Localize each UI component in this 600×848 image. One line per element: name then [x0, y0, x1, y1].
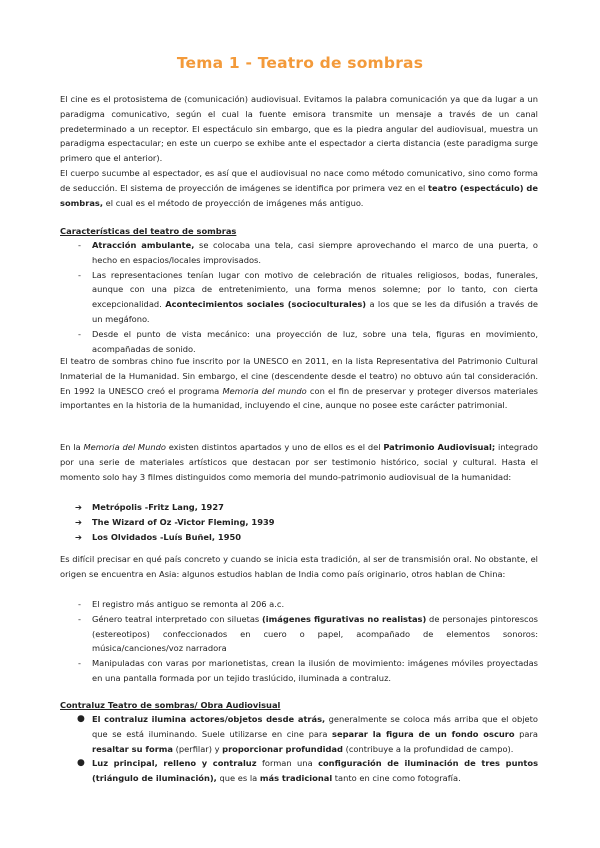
film-title: Los Olvidados -Luís Buñel, 1950: [92, 531, 242, 542]
list-item: [60, 712, 538, 756]
contraluz-heading: Contraluz Teatro de sombras/ Obra Audiovisual: [60, 700, 281, 710]
list-item-text: (contribuye a la profundidad de campo).: [342, 743, 514, 754]
list-item: [60, 656, 538, 686]
intro-text-1: El cine es el protosistema de (comunicación) audiovisual. Evitamos la palabra comunicación ya que da lugar a un paradigma comunicativo, según el cual la fuente emisora transmite un mensaje a través de un canal predeterminado a un receptor. El espectáculo sin embargo, que es la piedra angular del audiovisual, muestra un paradigma espectacular; en este un cuerpo se exhibe ante el espectador a cierta distancia (este paradigma surge primero que el anterior).: [60, 94, 538, 164]
bullet-icon: ●: [77, 758, 85, 769]
memoria-bold: Patrimonio Audiovisual;: [383, 442, 496, 452]
list-item-text: que es la: [216, 773, 260, 784]
intro-text-2a: El cuerpo sucumbe al espectador, es así que el audiovisual no nace como método comunicativo, sino como forma de seducción. El sistema de proyección de imágenes se identifica por primera vez en el: [60, 167, 538, 193]
film-item: [60, 500, 275, 515]
list-item-text: generalmente se coloca más arriba que el objeto que se está iluminando. Suele utilizarse en cine para: [92, 714, 538, 739]
characteristics-list: [60, 238, 538, 356]
list-item-text: forman una: [256, 758, 319, 769]
list-item: [60, 756, 538, 786]
list-item-bold: Acontecimientos sociales (socioculturales): [165, 299, 367, 310]
list-item-text: Género teatral interpretado con siluetas: [92, 613, 263, 624]
unesco-text: con el fin de preservar y proteger diversos materiales importantes en la historia de la humanidad, incluyendo el cine, aunque no posee este carácter patrimonial.: [60, 385, 538, 411]
film-title: Metrópolis -Fritz Lang, 1927: [92, 502, 224, 512]
arrow-icon: ➔: [75, 531, 82, 542]
list-item-text: El registro más antiguo se remonta al 206 a.c.: [92, 599, 285, 609]
contraluz-list: [60, 712, 538, 786]
unesco-paragraph: [60, 354, 538, 413]
intro-paragraph-1: [60, 92, 538, 210]
list-item-bold: Luz principal, relleno y contraluz: [92, 758, 257, 769]
list-item-text: Manipuladas con varas por marionetistas, crean la ilusión de movimiento: imágenes móviles proyectadas en una pantalla formada por un tejido traslúcido, iluminada a contraluz.: [92, 658, 538, 683]
list-item-text: se colocaba una tela, casi siempre aprovechando el marco de una puerta, o hecho en espacios/locales improvisados.: [92, 240, 538, 265]
list-item-text: Las representaciones tenían lugar con motivo de celebración de rituales religiosos, bodas, funerales, aunque con una pizca de entretenimiento, una forma menos solemne; por lo tanto, con cierta excepcionalidad.: [92, 269, 538, 310]
list-item-bold: El contraluz ilumina actores/objetos desde atrás,: [92, 714, 326, 724]
intro-text-2b: teatro (espectáculo) de sombras,: [60, 182, 538, 208]
list-item-text: tanto en cine como fotografía.: [332, 773, 461, 784]
memoria-italic: Memoria del Mundo: [83, 442, 166, 452]
memoria-text: existen distintos apartados y uno de ellos es el del: [165, 442, 384, 452]
films-list: [60, 500, 275, 544]
list-item-bold: más tradicional: [259, 773, 333, 784]
memoria-text: En la: [60, 442, 84, 452]
page-title: Tema 1 - Teatro de sombras: [176, 54, 424, 72]
arrow-icon: ➔: [75, 516, 82, 527]
list-item: [60, 597, 538, 612]
film-title: The Wizard of Oz -Victor Fleming, 1939: [92, 516, 275, 527]
list-item: [60, 268, 538, 327]
list-item-bold: resaltar su forma: [92, 743, 174, 754]
origin-list: [60, 597, 538, 686]
bullet-icon: ●: [77, 714, 85, 724]
film-item: [60, 530, 275, 545]
list-item: [60, 238, 538, 268]
list-item-text: a los que se les da difusión a través de un megáfono.: [92, 299, 538, 324]
characteristics-heading: Características del teatro de sombras: [60, 226, 237, 236]
list-item-text: Desde el punto de vista mecánico: una proyección de luz, sobre una tela, figuras en movimiento, acompañadas de sonido.: [92, 328, 538, 354]
list-item-text: (perfilar) y: [173, 743, 223, 754]
origin-paragraph: Es difícil precisar en qué país concreto y cuando se inicia esta tradición, al ser de transmisión oral. No obstante, el origen se encuentra en Asia: algunos estudios hablan de India como país originario, otros hablan de China:: [60, 554, 538, 579]
memoria-paragraph: [60, 440, 538, 484]
list-item: [60, 327, 538, 357]
list-item-bold: separar la figura de un fondo oscuro: [332, 728, 515, 739]
film-item: [60, 515, 275, 530]
list-item-bold: (imágenes figurativas no realistas): [262, 613, 427, 624]
intro-text-2c: el cual es el método de proyección de imágenes más antiguo.: [103, 197, 364, 208]
arrow-icon: ➔: [75, 502, 82, 512]
list-item-text: de personajes pintorescos (estereotipos) confeccionados en cuero o papel, acompañado de elementos sonoros: música/canciones/voz narradora: [92, 613, 538, 654]
list-item: [60, 612, 538, 656]
list-item-bold: configuración de iluminación de tres puntos (triángulo de iluminación),: [92, 758, 539, 784]
list-item-text: para: [514, 728, 539, 739]
list-item-bold: Atracción ambulante,: [92, 240, 195, 250]
unesco-text: El teatro de sombras chino fue inscrito por la UNESCO en 2011, en la lista Representativa del Patrimonio Cultural Inmaterial de la Humanidad. Sin embargo, el cine (descendente desde el teatro) no obtuvo aún tal consideración. En 1992 la UNESCO creó el programa: [60, 356, 538, 396]
list-item-bold: proporcionar profundidad: [222, 743, 343, 754]
unesco-italic: Memoria del mundo: [222, 385, 307, 396]
memoria-text: integrado por una serie de materiales artísticos que destacan por ser testimonio histórico, social y cultural. Hasta el momento solo hay 3 filmes distinguidos como memoria del mundo-patrimonio audiovisual de la humanidad:: [60, 442, 538, 482]
